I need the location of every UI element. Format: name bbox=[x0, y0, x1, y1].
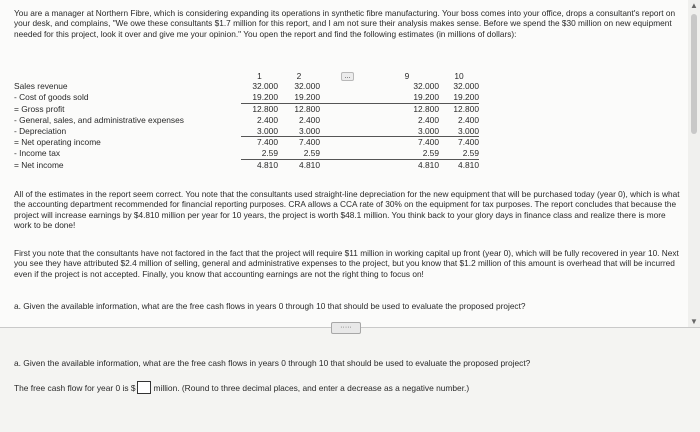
cell-value: 19.200 bbox=[439, 92, 479, 103]
table-row bbox=[14, 125, 479, 136]
cell-value: 12.800 bbox=[252, 103, 278, 114]
row-label: Sales revenue bbox=[14, 81, 68, 92]
cell-value: 19.200 bbox=[241, 92, 278, 103]
cell-value: 32.000 bbox=[453, 81, 479, 92]
fcf-year0-line bbox=[14, 381, 469, 394]
table-row bbox=[14, 81, 479, 92]
cell-value: 2.400 bbox=[418, 114, 439, 125]
table-row bbox=[14, 92, 479, 103]
scrollbar[interactable] bbox=[688, 0, 700, 328]
cell-value: 32.000 bbox=[294, 81, 320, 92]
cell-value: 2.59 bbox=[278, 148, 320, 159]
year-header-ellipsis: ... bbox=[320, 70, 375, 81]
row-label: - Depreciation bbox=[14, 125, 67, 136]
table-row bbox=[14, 103, 479, 114]
fcf-year0-input[interactable] bbox=[137, 381, 151, 394]
table-row bbox=[14, 114, 479, 125]
cell-value: 4.810 bbox=[418, 159, 439, 170]
cell-value: 2.400 bbox=[299, 114, 320, 125]
cell-value: 2.400 bbox=[458, 114, 479, 125]
cell-value: 3.000 bbox=[439, 125, 479, 136]
cell-value: 7.400 bbox=[418, 137, 439, 148]
cell-value: 3.000 bbox=[375, 125, 439, 136]
row-label: - Income tax bbox=[14, 148, 61, 159]
year-header: 9 bbox=[404, 70, 410, 81]
scroll-up-icon[interactable]: ▲ bbox=[690, 1, 698, 10]
cell-value: 7.400 bbox=[299, 137, 320, 148]
table-row bbox=[14, 159, 479, 170]
cell-value: 12.800 bbox=[294, 103, 320, 114]
cell-value: 32.000 bbox=[413, 81, 439, 92]
cell-value: 12.800 bbox=[453, 103, 479, 114]
cell-value: 32.000 bbox=[252, 81, 278, 92]
year-header: 1 bbox=[257, 70, 262, 81]
overlook-paragraph: First you note that the consultants have not factored in the fact that the project will require $11 million in working capital up front (year 0), which will be fully recovered in year 10. Next you see they have attributed $2.4 million of selling, general and administrative expenses to the project, but you know that $1.2 million of this amount is overhead that will be incurred even if the project is not accepted. Finally, you know that accounting earnings are not the right thing to focus on! bbox=[14, 248, 679, 279]
year-header-row bbox=[14, 70, 479, 81]
cell-value: 19.200 bbox=[375, 92, 439, 103]
cell-value: 2.59 bbox=[375, 148, 439, 159]
row-label: = Gross profit bbox=[14, 103, 65, 114]
row-label: = Net income bbox=[14, 159, 64, 170]
question-a-text: a. Given the available information, what are the free cash flows in years 0 through 10 that should be used to evaluate the proposed project? bbox=[14, 301, 526, 311]
table-row bbox=[14, 136, 479, 147]
cell-value: 3.000 bbox=[241, 125, 278, 136]
row-label: - Cost of goods sold bbox=[14, 92, 89, 103]
fcf-suffix: million. (Round to three decimal places, and enter a decrease as a negative number.) bbox=[153, 382, 470, 393]
cell-value: 4.810 bbox=[299, 159, 320, 170]
estimates-table bbox=[14, 70, 479, 170]
cell-value: 4.810 bbox=[257, 159, 278, 170]
cell-value: 2.59 bbox=[439, 148, 479, 159]
year-header: 10 bbox=[454, 70, 464, 81]
row-label: - General, sales, and administrative expenses bbox=[14, 114, 184, 125]
cell-value: 2.400 bbox=[257, 114, 278, 125]
scroll-thumb[interactable] bbox=[691, 14, 697, 134]
table-row bbox=[14, 148, 479, 159]
question-a-answer-prompt: a. Given the available information, what are the free cash flows in years 0 through 10 that should be used to evaluate the proposed project? bbox=[14, 358, 531, 368]
expand-collapse-button[interactable]: ····· bbox=[331, 322, 361, 334]
estimates-paragraph: All of the estimates in the report seem correct. You note that the consultants used straight-line depreciation for the new equipment that will be purchased today (year 0), which is what the accounting department recommended for financial reporting purposes. CRA allows a CCA rate of 30% on the equipment for tax purposes. The report concludes that because the project will increase earnings by $4.810 million per year for 10 years, the project is worth $48.1 million. You think back to your glory days in finance class and realize there is more work to be done! bbox=[14, 189, 680, 231]
cell-value: 7.400 bbox=[257, 137, 278, 148]
cell-value: 19.200 bbox=[278, 92, 320, 103]
scroll-down-icon[interactable]: ▼ bbox=[690, 317, 698, 326]
cell-value: 12.800 bbox=[413, 103, 439, 114]
intro-paragraph: You are a manager at Northern Fibre, which is considering expanding its operations in synthetic fibre manufacturing. Your boss comes into your office, drops a consultant's report on your desk, and complains, "We owe these consultants $1.7 million for this report, and I am not sure their analysis makes sense. Before we spend the $30 million on new equipment needed for this project, look it over and give me your opinion." You open the report and find the following estimates (in millions of dollars): bbox=[14, 8, 676, 39]
cell-value: 4.810 bbox=[458, 159, 479, 170]
cell-value: 3.000 bbox=[278, 125, 320, 136]
fcf-prefix: The free cash flow for year 0 is $ bbox=[14, 382, 136, 393]
year-header: 2 bbox=[296, 70, 302, 81]
cell-value: 7.400 bbox=[458, 137, 479, 148]
row-label: = Net operating income bbox=[14, 137, 101, 148]
cell-value: 2.59 bbox=[241, 148, 278, 159]
